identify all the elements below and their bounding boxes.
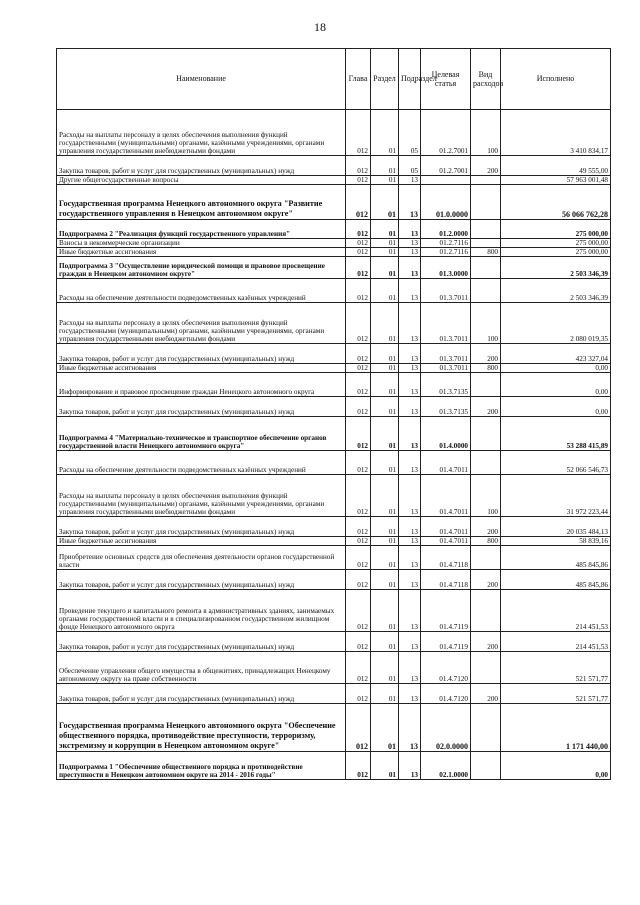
table-row (57, 344, 611, 364)
row-chapter: 012 (346, 176, 371, 185)
row-section: 01 (371, 239, 399, 248)
row-subsection: 13 (399, 546, 421, 570)
row-chapter: 012 (346, 344, 371, 364)
row-section: 01 (371, 257, 399, 279)
row-target: 01.3.7011 (421, 279, 471, 303)
row-subsection: 05 (399, 156, 421, 176)
row-target: 01.4.7118 (421, 570, 471, 590)
row-target: 01.0.0000 (421, 185, 471, 220)
row-type: 100 (471, 110, 501, 156)
row-amount: 0,00 (501, 752, 611, 780)
table-row (57, 257, 611, 279)
header-section: Раздел (371, 49, 399, 110)
row-section: 01 (371, 684, 399, 704)
row-subsection: 13 (399, 373, 421, 397)
row-type (471, 176, 501, 185)
row-amount: 57 963 001,48 (501, 176, 611, 185)
row-amount: 1 171 440,00 (501, 704, 611, 752)
row-section: 01 (371, 397, 399, 417)
row-subsection: 13 (399, 257, 421, 279)
row-amount: 275 000,00 (501, 239, 611, 248)
row-amount: 56 066 762,28 (501, 185, 611, 220)
row-amount: 275 000,00 (501, 220, 611, 239)
row-target: 01.3.0000 (421, 257, 471, 279)
row-chapter: 012 (346, 257, 371, 279)
row-type: 100 (471, 475, 501, 517)
table-row (57, 475, 611, 517)
row-amount: 31 972 223,44 (501, 475, 611, 517)
row-type (471, 239, 501, 248)
row-target: 01.4.7119 (421, 590, 471, 632)
row-target: 01.4.7120 (421, 684, 471, 704)
row-subsection: 13 (399, 752, 421, 780)
row-amount: 58 839,16 (501, 537, 611, 546)
header-target: Целевая статья (421, 49, 471, 110)
row-section: 01 (371, 220, 399, 239)
row-amount: 49 555,00 (501, 156, 611, 176)
row-section: 01 (371, 451, 399, 475)
row-chapter: 012 (346, 110, 371, 156)
table-header-row (57, 49, 611, 110)
row-section: 01 (371, 752, 399, 780)
row-name: Иные бюджетные ассигнования (57, 248, 346, 257)
header-subsection: Подраздел (399, 49, 421, 110)
row-target: 01.4.7119 (421, 632, 471, 652)
row-amount: 521 571,77 (501, 652, 611, 684)
row-target: 01.3.7011 (421, 303, 471, 344)
row-section: 01 (371, 475, 399, 517)
row-subsection: 13 (399, 475, 421, 517)
row-section: 01 (371, 632, 399, 652)
row-chapter: 012 (346, 417, 371, 451)
row-name: Подпрограмма 2 "Реализация функций государственного управления" (57, 220, 346, 239)
row-section: 01 (371, 279, 399, 303)
row-section: 01 (371, 185, 399, 220)
row-type: 800 (471, 248, 501, 257)
row-chapter: 012 (346, 451, 371, 475)
row-name: Иные бюджетные ассигнования (57, 364, 346, 373)
row-subsection: 13 (399, 632, 421, 652)
row-target: 01.4.7011 (421, 537, 471, 546)
row-target: 01.4.7011 (421, 451, 471, 475)
table-row (57, 220, 611, 239)
table-row (57, 176, 611, 185)
row-subsection: 13 (399, 517, 421, 537)
row-subsection: 13 (399, 684, 421, 704)
row-name: Подпрограмма 3 "Осуществление юридической помощи и правовое просвещение граждан в Ненецком автономном округе" (57, 257, 346, 279)
row-subsection: 13 (399, 652, 421, 684)
row-target: 01.4.7118 (421, 546, 471, 570)
row-chapter: 012 (346, 156, 371, 176)
row-name: Расходы на выплаты персоналу в целях обеспечения выполнения функций государственными (муниципальными) органами, казёнными учреждениями, органами управления государственными внебюджетными фондами (57, 303, 346, 344)
row-type: 200 (471, 570, 501, 590)
row-target (421, 176, 471, 185)
row-type: 800 (471, 537, 501, 546)
header-executed: Исполнено (501, 49, 611, 110)
row-name: Обеспечение управления общего имущества в общежитиях, принадлежащих Ненецкому автономному округу на праве собственности (57, 652, 346, 684)
table-row (57, 704, 611, 752)
row-name: Проведение текущего и капитального ремонта в административных зданиях, занимаемых органами государственной власти и в специализированном государственном жилищном фонде Ненецкого автономного округа (57, 590, 346, 632)
row-subsection: 13 (399, 364, 421, 373)
row-target: 02.1.0000 (421, 752, 471, 780)
row-name: Приобретение основных средств для обеспечения деятельности органов государственной власти (57, 546, 346, 570)
table-row (57, 373, 611, 397)
header-chapter: Глава (346, 49, 371, 110)
row-chapter: 012 (346, 570, 371, 590)
row-amount: 2 080 019,35 (501, 303, 611, 344)
row-name: Закупка товаров, работ и услуг для государственных (муниципальных) нужд (57, 632, 346, 652)
row-chapter: 012 (346, 632, 371, 652)
row-subsection: 05 (399, 110, 421, 156)
row-section: 01 (371, 303, 399, 344)
row-section: 01 (371, 590, 399, 632)
row-amount: 214 451,53 (501, 632, 611, 652)
row-type (471, 257, 501, 279)
row-type (471, 451, 501, 475)
table-row (57, 248, 611, 257)
row-chapter: 012 (346, 279, 371, 303)
row-name: Закупка товаров, работ и услуг для государственных (муниципальных) нужд (57, 517, 346, 537)
row-chapter: 012 (346, 684, 371, 704)
row-name: Закупка товаров, работ и услуг для государственных (муниципальных) нужд (57, 397, 346, 417)
table-row (57, 752, 611, 780)
row-chapter: 012 (346, 517, 371, 537)
row-amount: 485 845,86 (501, 546, 611, 570)
row-target: 01.3.7135 (421, 397, 471, 417)
row-subsection: 13 (399, 704, 421, 752)
row-subsection: 13 (399, 279, 421, 303)
table-row (57, 570, 611, 590)
row-amount: 214 451,53 (501, 590, 611, 632)
row-type (471, 417, 501, 451)
row-section: 01 (371, 248, 399, 257)
row-target: 01.2.0000 (421, 220, 471, 239)
table-row (57, 590, 611, 632)
page-number: 18 (314, 20, 326, 34)
row-section: 01 (371, 344, 399, 364)
row-section: 01 (371, 156, 399, 176)
row-type (471, 279, 501, 303)
row-target: 01.4.7011 (421, 475, 471, 517)
row-chapter: 012 (346, 704, 371, 752)
row-section: 01 (371, 364, 399, 373)
table-row (57, 546, 611, 570)
row-chapter: 012 (346, 546, 371, 570)
row-amount: 0,00 (501, 373, 611, 397)
row-type: 200 (471, 684, 501, 704)
row-type (471, 704, 501, 752)
table-row (57, 684, 611, 704)
row-type: 200 (471, 632, 501, 652)
row-type (471, 185, 501, 220)
table-row (57, 279, 611, 303)
row-chapter: 012 (346, 220, 371, 239)
row-type (471, 652, 501, 684)
row-subsection: 13 (399, 220, 421, 239)
row-target: 01.3.7135 (421, 373, 471, 397)
table-row (57, 652, 611, 684)
row-section: 01 (371, 537, 399, 546)
row-name: Расходы на обеспечение деятельности подведомственных казённых учреждений (57, 279, 346, 303)
row-type (471, 220, 501, 239)
row-target: 01.2.7116 (421, 239, 471, 248)
row-subsection: 13 (399, 185, 421, 220)
row-amount: 3 410 834,17 (501, 110, 611, 156)
row-type (471, 590, 501, 632)
row-name: Взносы в некоммерческие организации (57, 239, 346, 248)
row-subsection: 13 (399, 176, 421, 185)
row-section: 01 (371, 570, 399, 590)
row-section: 01 (371, 373, 399, 397)
table-row (57, 364, 611, 373)
row-name: Закупка товаров, работ и услуг для государственных (муниципальных) нужд (57, 570, 346, 590)
table-row (57, 451, 611, 475)
row-type: 100 (471, 303, 501, 344)
row-type (471, 546, 501, 570)
row-subsection: 13 (399, 570, 421, 590)
table-row (57, 239, 611, 248)
row-section: 01 (371, 704, 399, 752)
row-type: 200 (471, 397, 501, 417)
row-chapter: 012 (346, 303, 371, 344)
row-chapter: 012 (346, 475, 371, 517)
row-chapter: 012 (346, 537, 371, 546)
row-chapter: 012 (346, 239, 371, 248)
row-section: 01 (371, 517, 399, 537)
row-type (471, 752, 501, 780)
row-type: 200 (471, 517, 501, 537)
header-name: Наименование (57, 49, 346, 110)
row-name: Подпрограмма 1 "Обеспечение общественного порядка и противодействие преступности в Ненецком автономном округе на 2014 - 2016 годы" (57, 752, 346, 780)
row-type: 200 (471, 156, 501, 176)
row-chapter: 012 (346, 397, 371, 417)
row-subsection: 13 (399, 417, 421, 451)
row-subsection: 13 (399, 397, 421, 417)
row-amount: 423 327,04 (501, 344, 611, 364)
row-amount: 0,00 (501, 397, 611, 417)
row-target: 01.4.7120 (421, 652, 471, 684)
row-section: 01 (371, 546, 399, 570)
row-target: 01.4.0000 (421, 417, 471, 451)
row-chapter: 012 (346, 590, 371, 632)
row-chapter: 012 (346, 185, 371, 220)
row-amount: 52 066 546,73 (501, 451, 611, 475)
row-section: 01 (371, 652, 399, 684)
row-amount: 2 503 346,39 (501, 279, 611, 303)
row-chapter: 012 (346, 373, 371, 397)
row-chapter: 012 (346, 652, 371, 684)
row-name: Закупка товаров, работ и услуг для государственных (муниципальных) нужд (57, 156, 346, 176)
row-name: Государственная программа Ненецкого автономного округа "Развитие государственного управления в Ненецком автономном округе" (57, 185, 346, 220)
row-subsection: 13 (399, 537, 421, 546)
table-row (57, 417, 611, 451)
table-row (57, 517, 611, 537)
row-type (471, 373, 501, 397)
row-section: 01 (371, 176, 399, 185)
row-name: Государственная программа Ненецкого автономного округа "Обеспечение общественного порядка, противодействие преступности, терроризму, экстремизму и коррупции в Ненецком автономном округе" (57, 704, 346, 752)
row-subsection: 13 (399, 248, 421, 257)
row-amount: 485 845,86 (501, 570, 611, 590)
row-target: 02.0.0000 (421, 704, 471, 752)
table-row (57, 537, 611, 546)
row-amount: 275 000,00 (501, 248, 611, 257)
row-target: 01.2.7001 (421, 110, 471, 156)
row-subsection: 13 (399, 239, 421, 248)
row-subsection: 13 (399, 344, 421, 364)
row-name: Иные бюджетные ассигнования (57, 537, 346, 546)
row-target: 01.4.7011 (421, 517, 471, 537)
row-chapter: 012 (346, 248, 371, 257)
row-amount: 20 035 484,13 (501, 517, 611, 537)
row-amount: 2 503 346,39 (501, 257, 611, 279)
row-name: Расходы на обеспечение деятельности подведомственных казённых учреждений (57, 451, 346, 475)
row-subsection: 13 (399, 590, 421, 632)
table-row (57, 185, 611, 220)
row-section: 01 (371, 110, 399, 156)
row-name: Другие общегосударственные вопросы (57, 176, 346, 185)
row-name: Подпрограмма 4 "Материально-техническое и транспортное обеспечение органов государственной власти Ненецкого автономного округа" (57, 417, 346, 451)
table-row (57, 632, 611, 652)
row-name: Расходы на выплаты персоналу в целях обеспечения выполнения функций государственными (муниципальными) органами, казёнными учреждениями, органами управления государственными внебюджетными фондами (57, 110, 346, 156)
row-name: Информирование и правовое просвещение граждан Ненецкого автономного округа (57, 373, 346, 397)
row-name: Закупка товаров, работ и услуг для государственных (муниципальных) нужд (57, 684, 346, 704)
row-target: 01.3.7011 (421, 364, 471, 373)
table-row (57, 156, 611, 176)
row-target: 01.3.7011 (421, 344, 471, 364)
table-row (57, 110, 611, 156)
row-name: Закупка товаров, работ и услуг для государственных (муниципальных) нужд (57, 344, 346, 364)
row-name: Расходы на выплаты персоналу в целях обеспечения выполнения функций государственными (муниципальными) органами, казёнными учреждениями, органами управления государственными внебюджетными фондами (57, 475, 346, 517)
budget-table (56, 48, 611, 780)
row-chapter: 012 (346, 752, 371, 780)
row-target: 01.2.7116 (421, 248, 471, 257)
table-row (57, 303, 611, 344)
row-chapter: 012 (346, 364, 371, 373)
row-section: 01 (371, 417, 399, 451)
row-type: 800 (471, 364, 501, 373)
header-type: Вид расходов (471, 49, 501, 110)
row-subsection: 13 (399, 303, 421, 344)
table-row (57, 397, 611, 417)
row-amount: 53 288 415,89 (501, 417, 611, 451)
row-target: 01.2.7001 (421, 156, 471, 176)
row-amount: 0,00 (501, 364, 611, 373)
row-amount: 521 571,77 (501, 684, 611, 704)
row-type: 200 (471, 344, 501, 364)
row-subsection: 13 (399, 451, 421, 475)
